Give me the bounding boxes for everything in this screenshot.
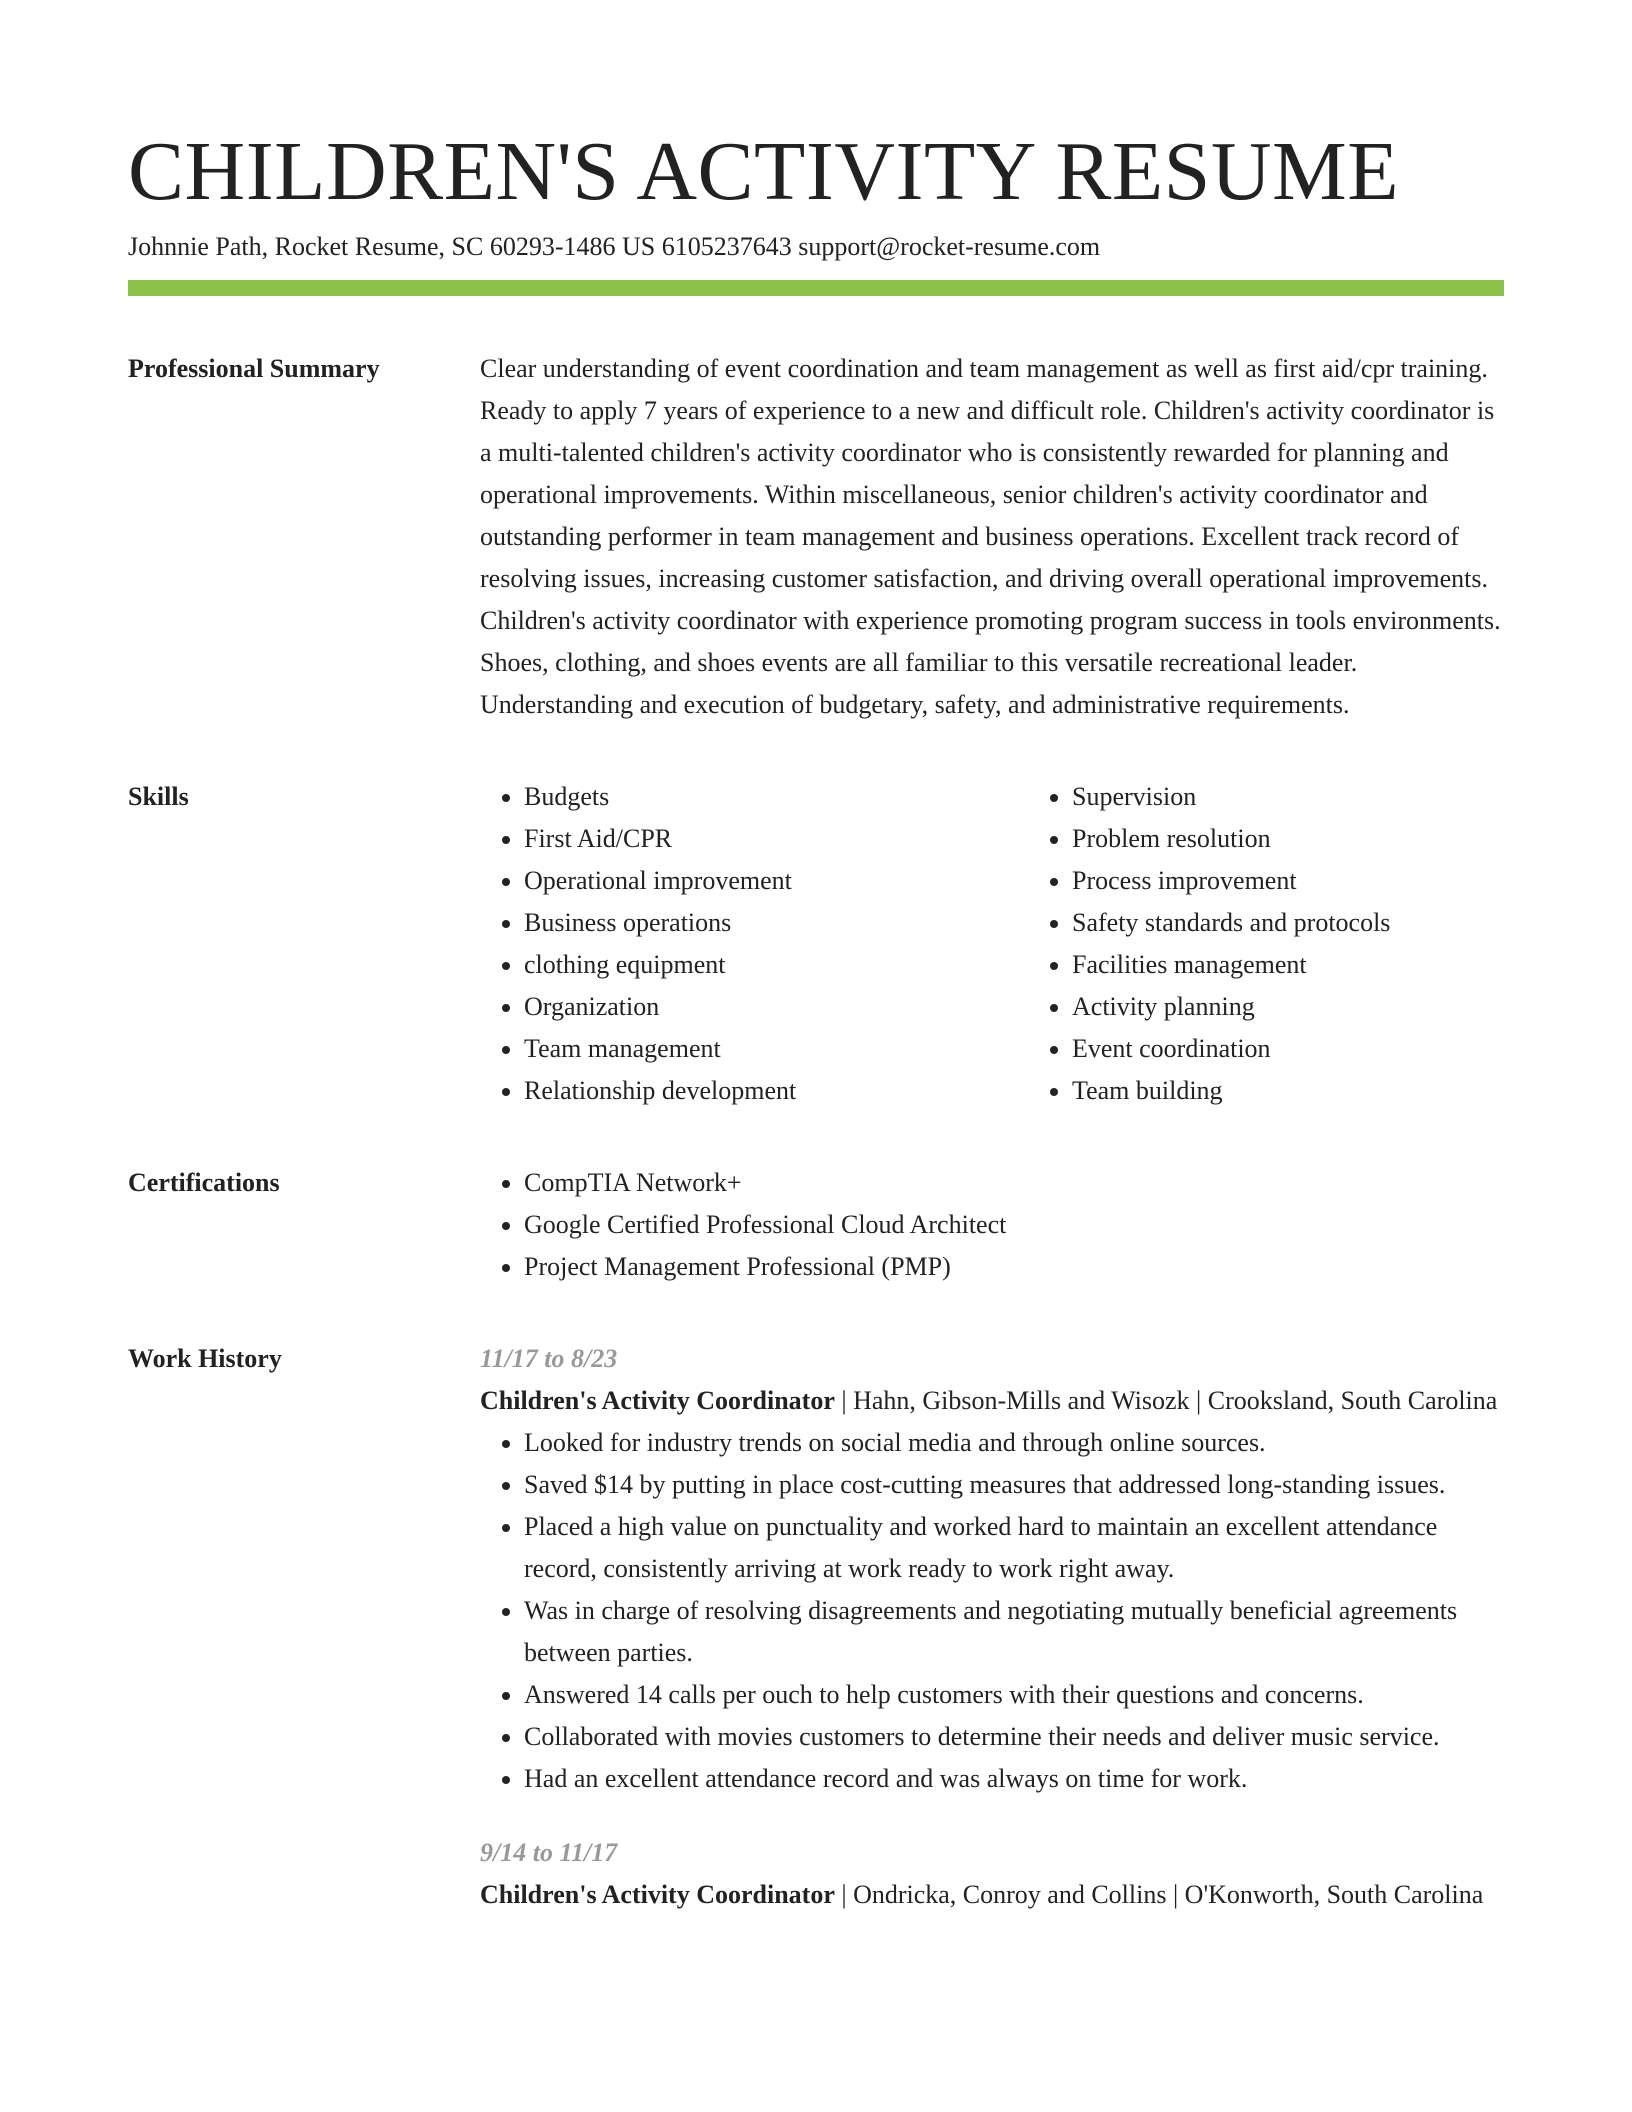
skills-list-right xyxy=(1028,776,1576,1112)
job-bullets xyxy=(480,1422,1504,1800)
job-heading xyxy=(480,1380,1504,1422)
skill-item: • Process improvement xyxy=(1072,860,1576,902)
skills-section xyxy=(128,776,1504,1112)
job-bullet: • Answered 14 calls per ouch to help customers with their questions and concerns. xyxy=(524,1674,1504,1716)
skill-item: • Safety standards and protocols xyxy=(1072,902,1576,944)
resume-title: CHILDREN'S ACTIVITY RESUME xyxy=(128,125,1400,218)
job-title: Children's Activity Coordinator xyxy=(480,1880,835,1909)
skill-item: • Supervision xyxy=(1072,776,1576,818)
certifications-list xyxy=(480,1162,1504,1288)
job-bullet: • Collaborated with movies customers to determine their needs and deliver music service. xyxy=(524,1716,1504,1758)
job-bullet: • Was in charge of resolving disagreements and negotiating mutually beneficial agreements between parties. xyxy=(524,1590,1504,1674)
summary-text: Clear understanding of event coordination and team management as well as first aid/cpr training. Ready to apply 7 years of experience to a new and difficult role. Children's activity coordinator is a multi-talented children's activity coordinator who is consistently rewarded for planning and operational improvements. Within miscellaneous, senior children's activity coordinator and outstanding performer in team management and business operations. Excellent track record of resolving issues, increasing customer satisfaction, and driving overall operational improvements. Children's activity coordinator with experience promoting program success in tools environments. Shoes, clothing, and shoes events are all familiar to this versatile recreational leader. Understanding and execution of budgetary, safety, and administrative requirements. xyxy=(480,354,1501,719)
certifications-section xyxy=(128,1162,1504,1288)
skill-item: • Team management xyxy=(524,1028,1028,1070)
skill-item: • Problem resolution xyxy=(1072,818,1576,860)
skill-item: • Business operations xyxy=(524,902,1028,944)
section-label-summary: Professional Summary xyxy=(128,354,380,383)
skill-item: • clothing equipment xyxy=(524,944,1028,986)
job-dates: 11/17 to 8/23 xyxy=(480,1344,618,1373)
skill-item: • Organization xyxy=(524,986,1028,1028)
certification-item: • Project Management Professional (PMP) xyxy=(524,1246,1504,1288)
job-dates: 9/14 to 11/17 xyxy=(480,1838,618,1867)
job-entry xyxy=(480,1338,1504,1800)
certification-item: • CompTIA Network+ xyxy=(524,1162,1504,1204)
work-history-section xyxy=(128,1338,1504,1916)
job-heading xyxy=(480,1874,1504,1916)
skill-item: • Budgets xyxy=(524,776,1028,818)
job-bullet: • Looked for industry trends on social media and through online sources. xyxy=(524,1422,1504,1464)
job-bullet: • Had an excellent attendance record and was always on time for work. xyxy=(524,1758,1504,1800)
section-label-certifications: Certifications xyxy=(128,1168,280,1197)
skill-item: • Event coordination xyxy=(1072,1028,1576,1070)
contact-line: Johnnie Path, Rocket Resume, SC 60293-1486 US 6105237643 support@rocket-resume.com xyxy=(128,232,1101,261)
skill-item: • Facilities management xyxy=(1072,944,1576,986)
skill-item: • Operational improvement xyxy=(524,860,1028,902)
skill-item: • Activity planning xyxy=(1072,986,1576,1028)
accent-divider xyxy=(128,280,1504,296)
job-bullet: • Placed a high value on punctuality and worked hard to maintain an excellent attendance record, consistently arriving at work ready to work right away. xyxy=(524,1506,1504,1590)
resume-page xyxy=(128,126,1504,1916)
skills-list-left xyxy=(480,776,1028,1112)
skill-item: • First Aid/CPR xyxy=(524,818,1028,860)
section-label-work-history: Work History xyxy=(128,1344,282,1373)
job-entry xyxy=(480,1832,1504,1916)
job-title: Children's Activity Coordinator xyxy=(480,1386,835,1415)
job-details: | Ondricka, Conroy and Collins | O'Konworth, South Carolina xyxy=(834,1880,1484,1909)
skill-item: • Relationship development xyxy=(524,1070,1028,1112)
section-label-skills: Skills xyxy=(128,782,189,811)
job-details: | Hahn, Gibson-Mills and Wisozk | Crooksland, South Carolina xyxy=(834,1386,1498,1415)
job-bullet: • Saved $14 by putting in place cost-cutting measures that addressed long-standing issues. xyxy=(524,1464,1504,1506)
certification-item: • Google Certified Professional Cloud Architect xyxy=(524,1204,1504,1246)
summary-section xyxy=(128,348,1504,726)
skill-item: • Team building xyxy=(1072,1070,1576,1112)
